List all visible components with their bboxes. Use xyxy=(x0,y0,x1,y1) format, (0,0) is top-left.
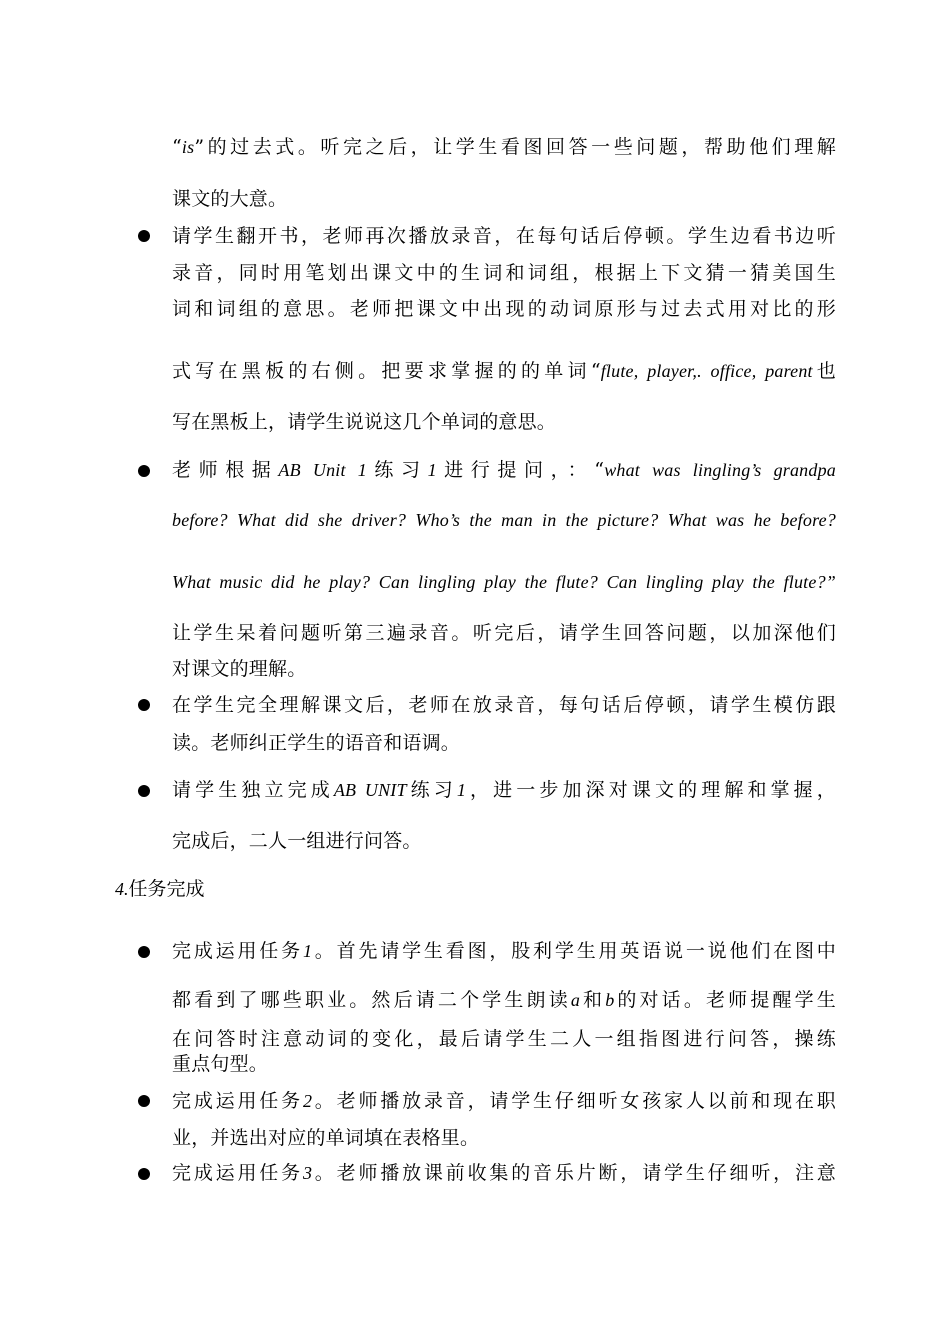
paragraph-line: 完成运用任务2。老师播放录音，请学生仔细听女孩家人以前和现在职 xyxy=(172,1090,836,1112)
paragraph-line: 在学生完全理解课文后，老师在放录音，每句话后停顿，请学生模仿跟 xyxy=(172,694,836,716)
paragraph-line: 词和词组的意思。老师把课文中出现的动词原形与过去式用对比的形 xyxy=(172,298,836,320)
paragraph-line: 都看到了哪些职业。然后请二个学生朗读a和b的对话。老师提醒学生 xyxy=(172,989,836,1011)
paragraph-line: 老师根据AB Unit 1练习1进行提问，：“what was lingling’s grandpa xyxy=(172,459,836,481)
paragraph-line: 让学生呆着问题听第三遍录音。听完后，请学生回答问题，以加深他们 xyxy=(172,622,836,644)
paragraph-line: 请学生独立完成AB UNIT练习1，进一步加深对课文的理解和掌握， xyxy=(172,779,837,801)
paragraph-line: 写在黑板上，请学生说说这几个单词的意思。 xyxy=(172,411,557,433)
paragraph-line: 完成运用任务1。首先请学生看图，股利学生用英语说一说他们在图中 xyxy=(172,940,836,962)
paragraph-line: 在问答时注意动词的变化，最后请学生二人一组指图进行问答，操练 xyxy=(172,1028,836,1050)
paragraph-line: 录音，同时用笔划出课文中的生词和词组，根据上下文猜一猜美国生 xyxy=(172,262,836,284)
bullet-icon xyxy=(138,230,150,242)
section-heading: 4.任务完成 xyxy=(115,878,205,900)
paragraph-line: 对课文的理解。 xyxy=(172,658,307,680)
bullet-icon xyxy=(138,785,150,797)
paragraph-line: 完成运用任务3。老师播放课前收集的音乐片断，请学生仔细听，注意 xyxy=(172,1162,836,1184)
paragraph-line: 课文的大意。 xyxy=(172,188,288,210)
paragraph-line: before? What did she driver? Who’s the man in the picture? What was he before? xyxy=(172,510,836,530)
paragraph-line: “is”的过去式。听完之后，让学生看图回答一些问题，帮助他们理解 xyxy=(172,136,836,158)
bullet-icon xyxy=(138,1095,150,1107)
paragraph-line: 读。老师纠正学生的语音和语调。 xyxy=(172,732,461,754)
paragraph-line: 请学生翻开书，老师再次播放录音，在每句话后停顿。学生边看书边听 xyxy=(172,225,836,247)
paragraph-line: 业，并选出对应的单词填在表格里。 xyxy=(172,1127,480,1149)
bullet-icon xyxy=(138,465,150,477)
paragraph-line: 式写在黑板的右侧。把要求掌握的的单词“flute, player,. office, parent也 xyxy=(172,360,837,382)
bullet-icon xyxy=(138,946,150,958)
bullet-icon xyxy=(138,1168,150,1180)
paragraph-line: 完成后，二人一组进行问答。 xyxy=(172,830,422,852)
bullet-icon xyxy=(138,699,150,711)
paragraph-line: What music did he play? Can lingling play the flute? Can lingling play the flute?” xyxy=(172,572,836,592)
paragraph-line: 重点句型。 xyxy=(172,1053,269,1075)
